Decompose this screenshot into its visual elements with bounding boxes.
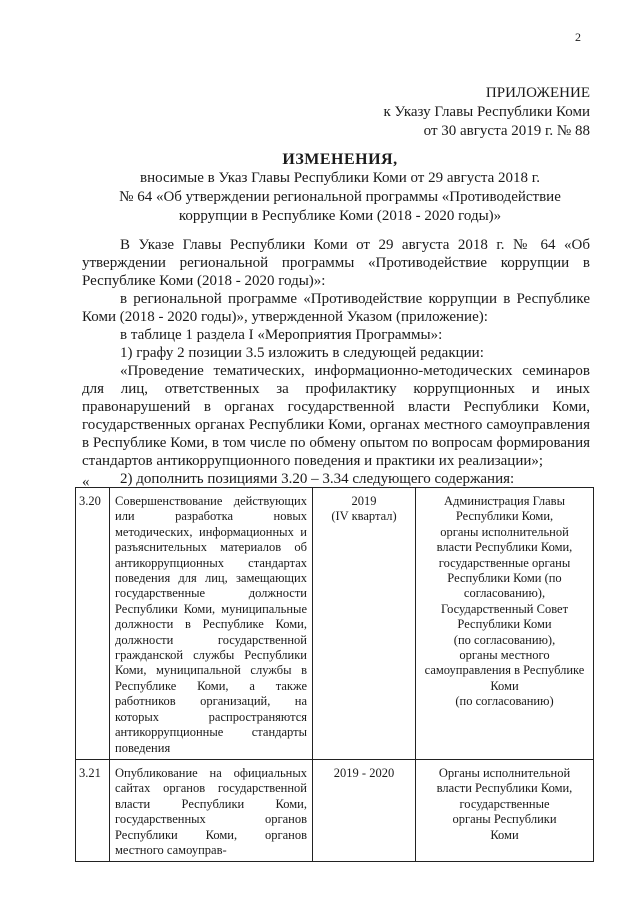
title-heading: ИЗМЕНЕНИЯ, bbox=[282, 151, 398, 168]
position-executors: Органы исполнительной власти Республики Коми, государственные органы Республики Коми bbox=[416, 759, 594, 861]
table-row bbox=[76, 759, 594, 861]
title-line-2: № 64 «Об утверждении региональной программы «Противодействие bbox=[119, 189, 561, 205]
title-line-3: коррупции в Республике Коми (2018 - 2020 годы)» bbox=[178, 208, 502, 224]
position-number: 3.21 bbox=[76, 759, 110, 861]
table-row bbox=[76, 488, 594, 760]
position-deadline: 2019 (IV квартал) bbox=[313, 488, 416, 760]
position-number: 3.20 bbox=[76, 488, 110, 760]
paragraph: в таблице 1 раздела I «Мероприятия Программы»: bbox=[120, 327, 443, 343]
paragraph: 1) графу 2 позиции 3.5 изложить в следующей редакции: bbox=[120, 345, 484, 361]
position-description: Опубликование на официальных сайтах органов государственной власти Республики Коми, государственных органов Республики Коми, органов местного самоуправ- bbox=[110, 759, 313, 861]
paragraph: «Проведение тематических, информационно-методических семинаров для лиц, ответственных за профилактику коррупционных и иных правонарушений в органах государственной власти Республики Коми, государственных органах Республики Коми, органах местного самоуправления в Республике Коми, в том числе по обмену опытом по вопросам формирования стандартов антикоррупционного поведения и практики их реализации»; bbox=[82, 363, 590, 469]
document-body bbox=[82, 236, 590, 488]
paragraph: в региональной программе «Противодействие коррупции в Республике Коми (2018 - 2020 годы)», утвержденной Указом (приложение): bbox=[82, 291, 590, 325]
position-description: Совершенствование действующих или разработка новых методических, информационных и разъяснительных материалов об антикоррупционных стандартах поведения для лиц, замещающих государственные должности Республики Коми, муниципальные должности в Республике Коми, должности государственной гражданской службы Республики Коми, муниципальной службы в Республике Коми, а также работников организаций, на которых распространяются антикоррупционные стандарты поведения bbox=[110, 488, 313, 760]
appendix-date-line: от 30 августа 2019 г. № 88 bbox=[423, 123, 590, 139]
appendix-header bbox=[290, 84, 590, 141]
paragraph: В Указе Главы Республики Коми от 29 августа 2018 г. № 64 «Об утверждении региональной программы «Противодействие коррупции в Республике Коми (2018 - 2020 годы)»: bbox=[82, 237, 590, 289]
positions-table bbox=[75, 487, 594, 862]
title-line-1: вносимые в Указ Главы Республики Коми от 29 августа 2018 г. bbox=[139, 170, 541, 186]
appendix-decree-line: к Указу Главы Республики Коми bbox=[383, 104, 590, 120]
page-number: 2 bbox=[575, 30, 581, 44]
position-executors: Администрация Главы Республики Коми, органы исполнительной власти Республики Коми, государственные органы Республики Коми (по согласованию), Государственный Совет Республики Коми (по согласованию), органы местного самоуправления в Республике Коми (по согласованию) bbox=[416, 488, 594, 760]
paragraph: 2) дополнить позициями 3.20 – 3.34 следующего содержания: bbox=[120, 471, 515, 487]
opening-quote-mark: « bbox=[82, 474, 90, 490]
position-deadline: 2019 - 2020 bbox=[313, 759, 416, 861]
document-title bbox=[90, 150, 590, 226]
appendix-label: ПРИЛОЖЕНИЕ bbox=[485, 85, 590, 101]
